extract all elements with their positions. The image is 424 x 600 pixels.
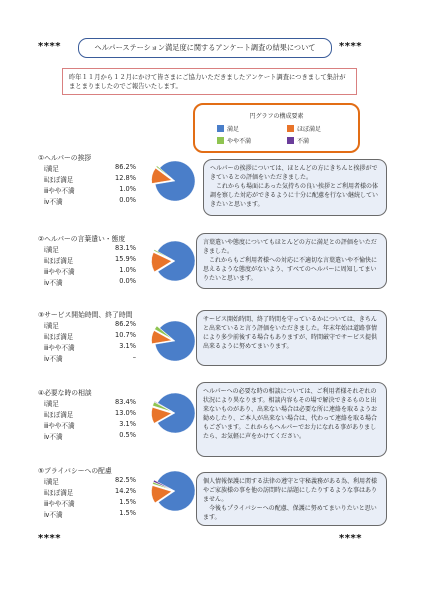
legend-item-mostly-satisfied — [287, 124, 321, 133]
row-value: 86.2% — [115, 163, 136, 171]
row-label: ⅱほぼ満足 — [44, 257, 74, 265]
section-title: ①ヘルパーの挨拶 — [38, 154, 92, 162]
intro-text: 昨年１１月から１２月にかけて皆さまにご協力いただきましたアンケート調査につきまして集計がまとまりましたのでご報告いたします。 — [62, 68, 357, 95]
legend-label: ほぼ満足 — [297, 126, 322, 133]
row-label: ⅲやや不満 — [44, 500, 75, 508]
row-label: ⅲやや不満 — [44, 187, 75, 195]
row-value: 15.9% — [115, 255, 136, 263]
comment-box: 言葉遣いや態度についてもほとんどの方に満足との評価をいただきました。 これからもご利用者様への対応に不適切な言葉遣いや不愉快に思えるような態度がないよう、すべてのヘルパーに周知してまいりたいと思います。 — [196, 233, 387, 289]
legend-label: やや不満 — [227, 138, 252, 145]
comment-box: ヘルパーへの必要な時の相談については、ご利用者様それぞれの状況により異なります。相談内容もその場で解決できるものと出来ないものがあり、出来ない場合は必要な所に連絡を取るようお勧めしたり、ご本人が出来ない場合は、代わって連絡を取る場合もございます。これからもヘルパーでお力になれる事がありましたら、お気軽に声をかけてください。 — [196, 382, 387, 457]
legend-swatch — [287, 137, 294, 144]
pie-chart — [150, 313, 196, 365]
row-value: 0.0% — [119, 277, 136, 285]
legend-swatch — [287, 125, 294, 132]
row-label: ⅱほぼ満足 — [44, 411, 74, 419]
legend-title: 円グラフの構成要素 — [249, 113, 304, 120]
row-value: 1.0% — [119, 185, 136, 193]
row-label: ⅳ不満 — [44, 198, 63, 206]
row-label: ⅲやや不満 — [44, 344, 75, 352]
row-label: ⅲやや不満 — [44, 422, 75, 430]
row-label: ⅳ不満 — [44, 279, 63, 287]
row-value: 13.0% — [115, 409, 136, 417]
row-value: 12.8% — [115, 174, 136, 182]
row-label: ⅰ満足 — [44, 246, 60, 254]
pie-chart — [150, 463, 196, 515]
row-label: ⅰ満足 — [44, 322, 60, 330]
section-title: ④必要な時の相談 — [38, 389, 92, 397]
legend-item-dissatisfied — [287, 136, 309, 145]
legend-label: 不満 — [297, 138, 310, 145]
row-value: 83.4% — [115, 398, 136, 406]
row-value: 86.2% — [115, 320, 136, 328]
section-title: ③サービス開始時間、終了時間 — [38, 311, 133, 319]
legend-swatch — [217, 125, 224, 132]
row-label: ⅳ不満 — [44, 433, 63, 441]
row-value: 10.7% — [115, 331, 136, 339]
pie-chart — [150, 153, 196, 205]
header-stars-left: **** — [38, 41, 61, 52]
comment-box: サービス開始時間、終了時間を守っているかについては、きちんと出来ていると言う評価をいただきました。年末年始は道路事情により多少前後する場合もありますが、時間厳守でサービス提供出来るように努めてまいります。 — [196, 310, 387, 366]
section-title: ⑤プライバシーへの配慮 — [38, 467, 112, 475]
comment-box: 個人情報保護に関する法律の遵守と守秘義務がある為、利用者様やご家族様の事を他の訪問時に話題にしたりするような事はありません。 今後もプライバシーへの配慮、保護に努めてまいりたいと思います。 — [196, 472, 387, 526]
row-label: ⅰ満足 — [44, 400, 60, 408]
row-value: 82.5% — [115, 476, 136, 484]
footer-stars-right: **** — [339, 533, 362, 544]
legend-swatch — [217, 137, 224, 144]
row-value: – — [132, 353, 136, 361]
row-label: ⅲやや不満 — [44, 268, 75, 276]
legend-item-satisfied — [217, 124, 239, 133]
row-label: ⅱほぼ満足 — [44, 176, 74, 184]
row-label: ⅱほぼ満足 — [44, 333, 74, 341]
row-label: ⅳ不満 — [44, 355, 63, 363]
row-value: 1.5% — [119, 498, 136, 506]
pie-chart — [150, 233, 196, 285]
header-stars-right: **** — [339, 41, 362, 52]
row-value: 1.5% — [119, 509, 136, 517]
row-value: 1.0% — [119, 266, 136, 274]
row-value: 3.1% — [119, 420, 136, 428]
legend-item-somewhat-dissatisfied — [217, 136, 251, 145]
row-label: ⅰ満足 — [44, 165, 60, 173]
row-value: 83.1% — [115, 244, 136, 252]
row-label: ⅰ満足 — [44, 478, 60, 486]
comment-box: ヘルパーの挨拶については、ほとんどの方にきちんと挨拶ができているとの評価をいただきました。 これからも場面にあった気持ちの良い挨拶とご利用者様の体調を察した対応ができるように十分に配慮を行ない継続していきたいと思います。 — [203, 159, 387, 216]
row-value: 14.2% — [115, 487, 136, 495]
legend-label: 満足 — [227, 126, 240, 133]
section-title: ②ヘルパーの言葉遣い・態度 — [38, 235, 126, 243]
pie-chart — [150, 385, 196, 437]
pie-legend — [193, 103, 360, 153]
page-title: ヘルパーステーション満足度に関するアンケート調査の結果について — [78, 38, 332, 58]
row-label: ⅱほぼ満足 — [44, 489, 74, 497]
row-label: ⅳ不満 — [44, 511, 63, 519]
row-value: 0.0% — [119, 196, 136, 204]
row-value: 3.1% — [119, 342, 136, 350]
footer-stars-left: **** — [38, 533, 61, 544]
row-value: 0.5% — [119, 431, 136, 439]
